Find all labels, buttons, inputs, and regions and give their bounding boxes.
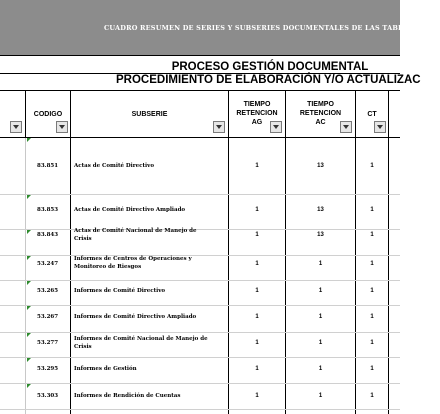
cell-codigo[interactable]: 83.853 [37,207,59,213]
cell-ac[interactable]: 1 [318,340,323,346]
header-ct: CT [367,111,377,118]
column-border [388,91,389,414]
procedure-title: PROCEDIMIENTO DE ELABORACIÓN Y/O ACTUALIZAC [116,74,421,86]
cell-comment-marker [27,333,31,337]
cell-codigo[interactable]: 53.303 [37,393,59,399]
header-codigo: CODIGO [33,111,63,118]
cell-codigo[interactable]: 53.277 [37,340,59,346]
row-border [0,280,400,281]
row-border [0,357,400,358]
cell-codigo[interactable]: 83.843 [37,232,59,238]
cell-ag[interactable]: 1 [255,207,259,213]
cell-ag[interactable]: 1 [255,163,259,169]
cell-ag[interactable]: 1 [255,366,259,372]
cell-ct[interactable]: 1 [370,261,374,267]
cell-ag[interactable]: 1 [255,232,259,238]
cell-ct[interactable]: 1 [370,207,374,213]
cell-ac[interactable]: 1 [318,288,323,294]
cell-ac[interactable]: 1 [318,366,323,372]
cell-subserie[interactable]: Informes de Comité Directivo Ampliado [74,314,197,320]
divider [0,55,400,56]
row-border [0,305,400,306]
header-tiempo-ac: TIEMPO RETENCION AC [299,101,342,126]
cell-subserie-line2[interactable]: Crisis [74,236,92,242]
column-border [70,91,71,414]
cell-subserie-line2[interactable]: Monitoreo de Riesgos [74,264,142,270]
cell-subserie[interactable]: Actas de Comité Directivo [74,163,154,169]
cell-ac[interactable]: 13 [317,207,324,213]
banner-title: CUADRO RESUMEN DE SERIES Y SUBSERIES DOCUMENTALES DE LAS TABLAS DE RE [104,24,440,32]
cell-codigo[interactable]: 53.295 [37,366,59,372]
cell-ct[interactable]: 1 [370,340,374,346]
row-border [0,194,400,195]
cell-ac[interactable]: 1 [318,393,323,399]
row-border [0,332,400,333]
sheet-banner [0,0,440,55]
cell-ag[interactable]: 1 [255,261,259,267]
cell-ag[interactable]: 1 [255,288,259,294]
cell-subserie[interactable]: Actas de Comité Nacional de Manejo de [74,228,197,234]
cell-subserie[interactable]: Informes de Centros de Operaciones y [74,256,192,262]
cell-ct[interactable]: 1 [370,163,374,169]
cell-ac[interactable]: 13 [317,163,324,169]
process-title: PROCESO GESTIÓN DOCUMENTAL [171,61,369,73]
cell-comment-marker [27,195,31,199]
cell-ct[interactable]: 1 [370,288,374,294]
header-tiempo-ag: TIEMPO RETENCION AG [236,101,278,126]
filter-dropdown-ag-icon[interactable] [270,121,282,133]
row-border [0,409,400,410]
cell-codigo[interactable]: 83.851 [37,163,59,169]
cell-ag[interactable]: 1 [255,393,259,399]
cell-ag[interactable]: 1 [255,314,259,320]
cell-comment-marker [27,256,31,260]
filter-dropdown-subserie-icon[interactable] [213,121,225,133]
cell-ag[interactable]: 1 [255,340,259,346]
header-bottom-border [0,137,400,138]
row-border [0,255,400,256]
cell-ct[interactable]: 1 [370,232,374,238]
cell-ac[interactable]: 13 [317,232,324,238]
cell-subserie-line2[interactable]: Crisis [74,344,92,350]
cell-comment-marker [27,358,31,362]
cell-ct[interactable]: 1 [370,366,374,372]
cell-subserie[interactable]: Actas de Comité Directivo Ampliado [74,207,186,213]
filter-dropdown-ac-icon[interactable] [340,121,352,133]
cell-ct[interactable]: 1 [370,314,374,320]
cell-comment-marker [27,138,31,142]
row-border [0,383,400,384]
cell-comment-marker [27,230,31,234]
cell-ct[interactable]: 1 [370,393,374,399]
column-border [25,137,26,414]
cell-comment-marker [27,281,31,285]
cell-subserie[interactable]: Informes de Gestión [74,366,137,372]
cell-ac[interactable]: 1 [318,261,323,267]
cell-codigo[interactable]: 53.265 [37,288,59,294]
cell-subserie[interactable]: Informes de Rendición de Cuentas [74,393,181,399]
filter-dropdown-ct-icon[interactable] [374,121,386,133]
cell-codigo[interactable]: 53.247 [37,261,59,267]
spreadsheet-grid [0,91,400,414]
filter-dropdown-row-icon[interactable] [10,121,22,133]
cell-comment-marker [27,384,31,388]
cell-codigo[interactable]: 53.267 [37,314,59,320]
header-subserie: SUBSERIE [131,111,168,118]
cell-subserie[interactable]: Informes de Comité Directivo [74,288,166,294]
cell-subserie[interactable]: Informes de Comité Nacional de Manejo de [74,336,208,342]
cell-comment-marker [27,306,31,310]
filter-dropdown-codigo-icon[interactable] [56,121,68,133]
row-border [0,229,400,230]
cell-ac[interactable]: 1 [318,314,323,320]
